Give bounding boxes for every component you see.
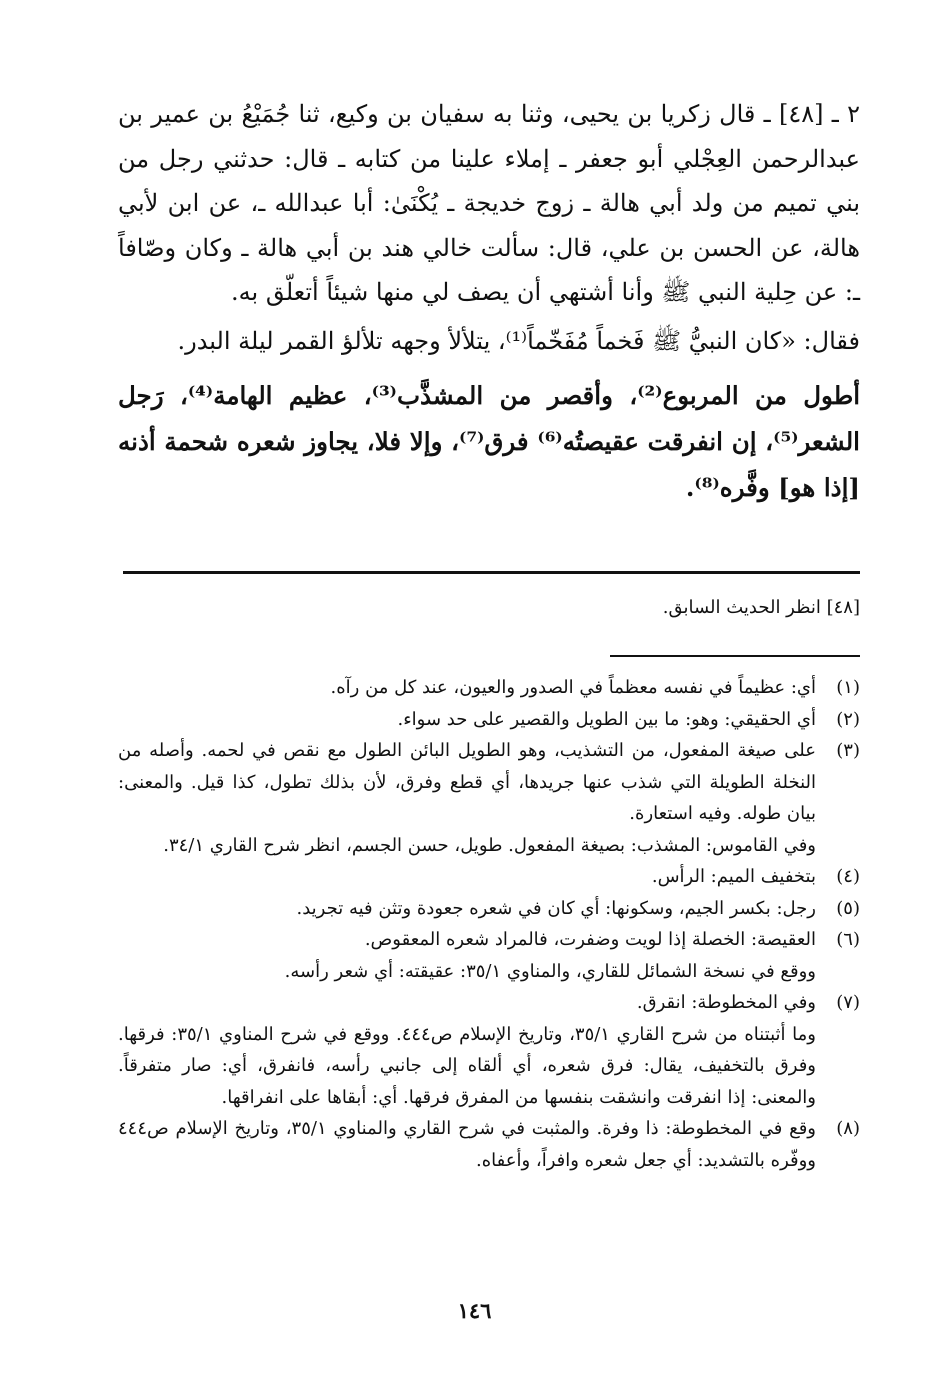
footnote-number: (٨) [836, 1118, 860, 1139]
footnotes [118, 672, 860, 1176]
footnote-continuation: ووقع في نسخة الشمائل للقاري، والمناوي ٣٥/١: عقيقته: أي شعر رأسه. [284, 960, 816, 982]
footnote-continuation: وما أثبتناه من شرح القاري ٣٥/١، وتاريخ الإسلام ص٤٤٤. ووقع في شرح المناوي ٣٥/١: فرقها. وفرق بالتخفيف، يقال: فرق شعره، أي ألقاه إلى جانبي رأسه، فانفرق، أي: صار متفرقاً. والمعنى: إذا انفرقت وانشقت بنفسها من المفرق فرقها. أي: أبقاها على انفراقها. [118, 1023, 816, 1108]
page-number: ١٤٦ [457, 1298, 492, 1323]
main-divider [123, 571, 860, 574]
footnote-text: بتخفيف الميم: الرأس. [651, 866, 816, 887]
main-text [118, 92, 860, 511]
footnote-number: (٧) [836, 992, 860, 1013]
footnote-text: أي الحقيقي: وهو: ما بين الطويل والقصير على حد سواء. [397, 708, 816, 730]
footnote [118, 893, 860, 925]
footnote-number: (٣) [836, 740, 860, 761]
footnote-text: على صيغة المفعول، من التشذيب، وهو الطويل البائن الطول مع نقص في لحمه. وأصله من النخلة الطويلة التي شذب عنها جريدها، أي قطع وفرق، لأن بذلك تطول، كذا قيل. والمعنى: بيان طوله. وفيه استعارة. [118, 740, 816, 824]
footnote-number: (١) [836, 677, 860, 698]
footnote-continuation: وفي القاموس: المشذب: بصيغة المفعول. طويل، حسن الجسم، انظر شرح القاري ٣٤/١. [163, 834, 816, 856]
footnote-number: (٢) [836, 708, 860, 730]
footnote-text: أي: عظيماً في نفسه معظماً في الصدور والعيون، عند كل من رآه. [330, 677, 816, 698]
footnote-text: العقيصة: الخصلة إذا لويت وضفرت، فالمراد شعره المعقوص. [364, 929, 816, 950]
footnote-divider [610, 655, 860, 657]
footnote-number: (٦) [836, 929, 860, 950]
footnote [118, 924, 860, 987]
footnote [118, 987, 860, 1113]
footnote [118, 735, 860, 861]
reference-note: [٤٨] انظر الحديث السابق. [662, 597, 860, 618]
footnote [118, 704, 860, 736]
footnote [118, 1113, 860, 1176]
hadith-intro: فقال: «كان النبيُّ ﷺ فَخماً مُفَخّماً⁽¹⁾، يتلألأ وجهه تلألؤ القمر ليلة البدر. [177, 326, 860, 355]
footnote-text: رجل: بكسر الجيم، وسكونها: أي كان في شعره جعودة وتثن فيه تجريد. [296, 897, 816, 919]
footnote [118, 861, 860, 893]
footnote-number: (٤) [836, 866, 860, 887]
footnote [118, 672, 860, 704]
hadith-body: أطول من المربوع⁽²⁾، وأقصر من المشذَّب⁽³⁾، عظيم الهامة⁽⁴⁾، رَجل الشعر⁽⁵⁾، إن انفرقت عقيصتُه⁽⁶⁾ فرق⁽⁷⁾، وإلا فلا، يجاوز شعره شحمة أذنه [إذا هو] وفَّره⁽⁸⁾. [118, 381, 861, 502]
footnote-text: وفي المخطوطة: انقرق. [636, 992, 816, 1013]
isnad-paragraph: ٢ ـ [٤٨] ـ قال زكريا بن يحيى، وثنا به سفيان بن وكيع، ثنا جُمَيْعُ بن عمير بن عبدالرحمن العِجْلي أبو جعفر ـ إملاء علينا من كتابه ـ قال: حدثني رجل من بني تميم من ولد أبي هالة ـ زوج خديجة ـ يُكْنَىٰ: أبا عبدالله ـ، عن ابن لأبي هالة، عن الحسن بن علي، قال: سألت خالي هند بن أبي هالة ـ وكان وصّافاً ـ: عن حِلية النبي ﷺ وأنا أشتهي أن يصف لي منها شيئاً أتعلّق به. [118, 100, 860, 306]
footnote-text: وقع في المخطوطة: ذا وفرة. والمثبت في شرح القاري والمناوي ٣٥/١، وتاريخ الإسلام ص٤٤٤ ووفّره بالتشديد: أي جعل شعره وافراً، وأعفاه. [118, 1118, 816, 1171]
footnote-number: (٥) [836, 897, 860, 919]
